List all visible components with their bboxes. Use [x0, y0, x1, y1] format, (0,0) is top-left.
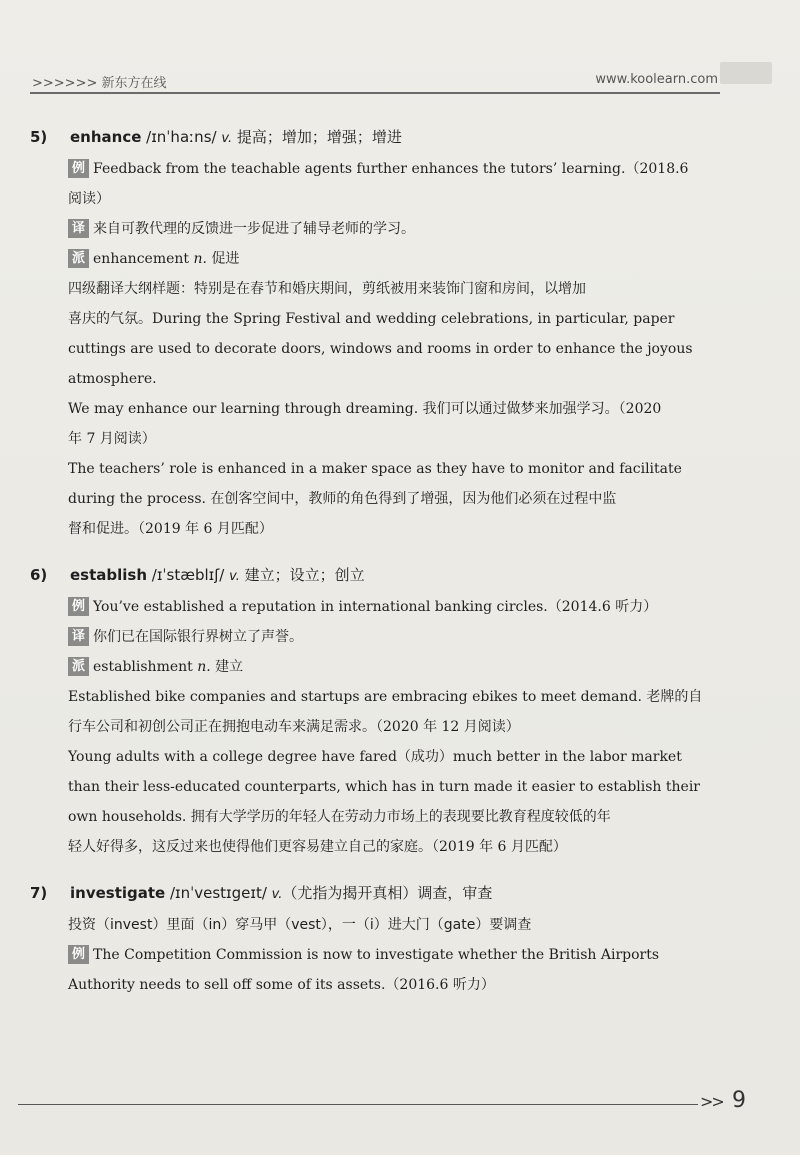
entry-investigate — [30, 876, 720, 1000]
translation-text: 你们已在国际银行界树立了声誉。 — [93, 629, 304, 645]
headword-line — [30, 876, 720, 910]
headword-line — [30, 120, 720, 154]
entry-establish — [30, 558, 720, 862]
derivative-tag: 派 — [68, 657, 89, 676]
example-tag: 例 — [68, 159, 89, 178]
extra-line: Young adults with a college degree have fared（成功）much better in the labor market — [68, 749, 682, 765]
extra-line: own households. 拥有大学学历的年轻人在劳动力市场上的表现要比教育程度较低的年 — [68, 809, 611, 825]
example-tag: 例 — [68, 597, 89, 616]
extra-line: cuttings are used to decorate doors, windows and rooms in order to enhance the joyous — [68, 341, 693, 357]
derivative-pos: n. — [197, 659, 211, 675]
example-text: The Competition Commission is now to investigate whether the British Airports — [93, 947, 660, 963]
part-of-speech: v. — [229, 569, 240, 584]
example-line-cont: Authority needs to sell off some of its assets.（2016.6 听力） — [68, 977, 495, 993]
phonetic: /ɪnˈhaːns/ — [141, 128, 222, 146]
extra-line: 喜庆的气氛。During the Spring Festival and wedding celebrations, in particular, paper — [68, 311, 675, 327]
mnemonic-line: 投资（invest）里面（in）穿马甲（vest），一（i）进大门（gate）要调查 — [68, 917, 532, 933]
definition: （尤指为揭开真相）调查，审查 — [282, 884, 493, 902]
translation-tag: 译 — [68, 627, 89, 646]
derivative-def: 促进 — [206, 251, 240, 267]
example-line — [30, 940, 720, 970]
example-line-cont: 阅读） — [68, 191, 110, 207]
extra-line: 四级翻译大纲样题：特别是在春节和婚庆期间，剪纸被用来装饰门窗和房间，以增加 — [68, 281, 586, 297]
translation-text: 来自可教代理的反馈进一步促进了辅导老师的学习。 — [93, 221, 416, 237]
headword: establish — [70, 566, 148, 584]
derivative-tag: 派 — [68, 249, 89, 268]
phonetic: /ɪnˈvestɪgeɪt/ — [165, 884, 272, 902]
example-line — [30, 154, 720, 184]
headword: enhance — [70, 128, 142, 146]
extra-line: 行车公司和初创公司正在拥抱电动车来满足需求。（2020 年 12 月阅读） — [68, 719, 520, 735]
definition: 建立；设立；创立 — [239, 566, 365, 584]
example-tag: 例 — [68, 945, 89, 964]
entry-number: 7) — [30, 884, 48, 902]
header-brand: >>>>>> 新东方在线 — [32, 76, 167, 91]
derivative-def: 建立 — [210, 659, 244, 675]
page-content — [30, 120, 720, 1000]
extra-line: 轻人好得多，这反过来也使得他们更容易建立自己的家庭。（2019 年 6 月匹配） — [68, 839, 567, 855]
entry-number: 5) — [30, 128, 48, 146]
extra-line: 督和促进。（2019 年 6 月匹配） — [68, 521, 273, 537]
derivative-word: establishment — [93, 659, 198, 675]
extra-line: than their less-educated counterparts, which has in turn made it easier to establish their — [68, 779, 700, 795]
definition: 提高；增加；增强；增进 — [232, 128, 402, 146]
extra-line: atmosphere. — [68, 371, 157, 387]
extra-line: Established bike companies and startups are embracing ebikes to meet demand. 老牌的自 — [68, 689, 703, 705]
extra-line: 年 7 月阅读） — [68, 431, 156, 447]
extra-line: We may enhance our learning through dreaming. 我们可以通过做梦来加强学习。（2020 — [68, 401, 662, 417]
translation-line — [30, 622, 720, 652]
header-tab-decoration — [720, 62, 772, 84]
part-of-speech: v. — [271, 887, 283, 902]
derivative-line — [30, 244, 720, 274]
entry-enhance — [30, 120, 720, 544]
example-text: Feedback from the teachable agents further enhances the tutors’ learning.（2018.6 — [93, 161, 689, 177]
derivative-line — [30, 652, 720, 682]
extra-line: during the process. 在创客空间中，教师的角色得到了增强，因为他们必须在过程中监 — [68, 491, 617, 507]
page-number: 9 — [732, 1088, 746, 1113]
footer-arrow: >> — [700, 1092, 723, 1111]
part-of-speech: v. — [221, 131, 233, 146]
phonetic: /ɪˈstæblɪʃ/ — [147, 566, 230, 584]
entry-number: 6) — [30, 566, 48, 584]
headword: investigate — [70, 884, 166, 902]
derivative-pos: n. — [193, 251, 207, 267]
page-header — [30, 70, 720, 94]
translation-tag: 译 — [68, 219, 89, 238]
footer-rule — [18, 1104, 698, 1105]
translation-line — [30, 214, 720, 244]
extra-line: The teachers’ role is enhanced in a maker space as they have to monitor and facilitate — [68, 461, 682, 477]
derivative-word: enhancement — [93, 251, 194, 267]
headword-line — [30, 558, 720, 592]
example-line — [30, 592, 720, 622]
example-text: You’ve established a reputation in international banking circles.（2014.6 听力） — [93, 599, 658, 615]
header-url: www.koolearn.com — [595, 72, 718, 87]
